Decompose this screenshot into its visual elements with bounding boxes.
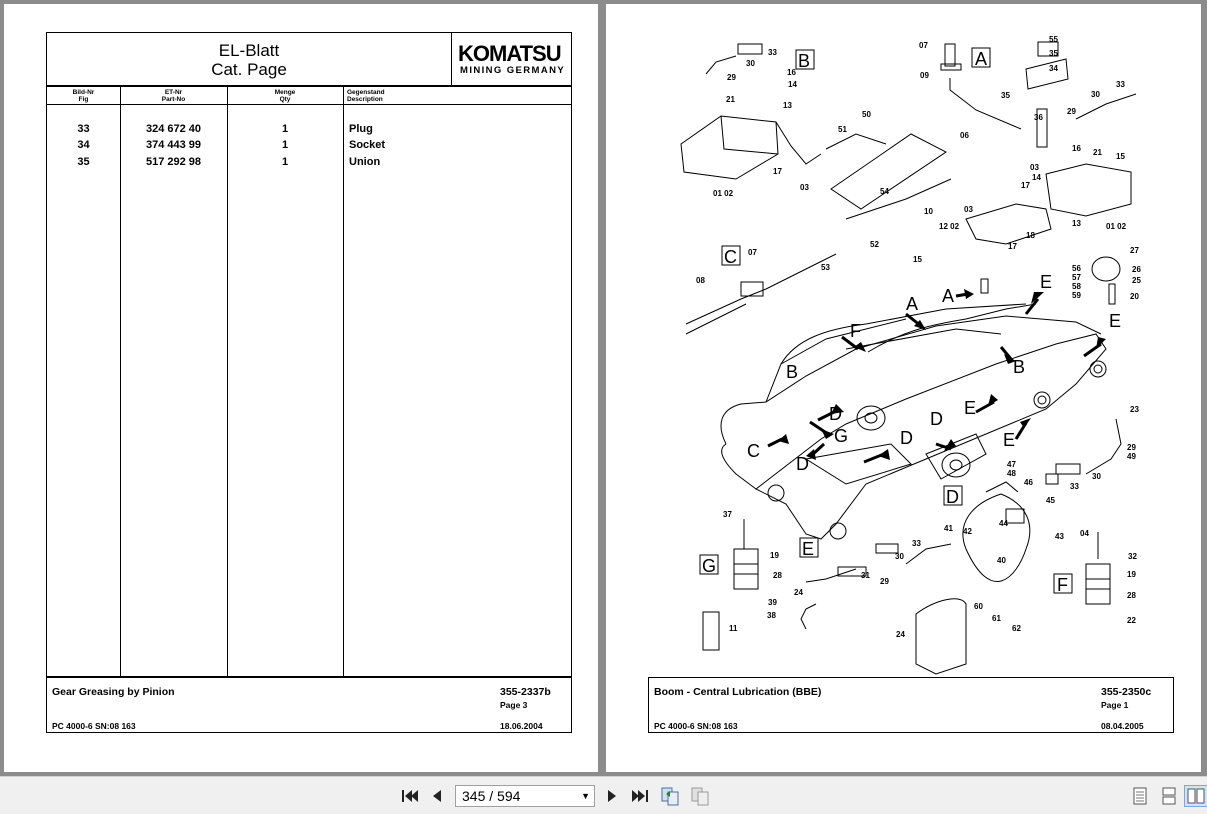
svg-text:11: 11: [729, 624, 738, 633]
svg-text:A: A: [906, 294, 919, 314]
svg-text:43: 43: [1055, 532, 1064, 541]
svg-text:01 02: 01 02: [713, 189, 734, 198]
svg-text:10: 10: [924, 207, 933, 216]
svg-text:08: 08: [696, 276, 705, 285]
last-page-icon: [630, 788, 650, 804]
svg-text:28: 28: [1127, 591, 1136, 600]
svg-text:30: 30: [895, 552, 904, 561]
svg-text:33: 33: [1116, 80, 1125, 89]
svg-text:31: 31: [861, 571, 870, 580]
single-page-view-button[interactable]: [1128, 785, 1152, 807]
svg-text:B: B: [798, 51, 811, 71]
svg-text:20: 20: [1130, 292, 1139, 301]
svg-text:46: 46: [1024, 478, 1033, 487]
svg-text:47: 47: [1007, 460, 1016, 469]
footer-page-number: Page 3: [500, 700, 528, 710]
svg-text:17: 17: [1021, 181, 1030, 190]
footer-date: 08.04.2005: [1101, 721, 1144, 731]
svg-text:29: 29: [727, 73, 736, 82]
svg-text:D: D: [946, 487, 959, 507]
svg-text:36: 36: [1034, 113, 1043, 122]
svg-text:17: 17: [1008, 242, 1017, 251]
svg-text:E: E: [1040, 272, 1053, 292]
svg-text:14: 14: [788, 80, 797, 89]
header-part-no: ET-Nr Part-No: [161, 89, 186, 103]
parts-table: Bild-Nr Fig ET-Nr Part-No Menge Qty Gegenstand Description 33 324 672 40 1 Plug 34 374 443 99 1 Socket 35 517 292 98 1 Union: [46, 86, 572, 677]
single-page-icon: [1132, 787, 1148, 805]
last-page-button[interactable]: [628, 785, 652, 807]
continuous-view-button[interactable]: [1157, 785, 1181, 807]
svg-text:39: 39: [768, 598, 777, 607]
svg-text:41: 41: [944, 524, 953, 533]
svg-text:23: 23: [1130, 405, 1139, 414]
page-title: [47, 41, 451, 79]
svg-text:17: 17: [773, 167, 782, 176]
svg-text:E: E: [964, 398, 977, 418]
svg-text:15: 15: [913, 255, 922, 264]
svg-text:61: 61: [992, 614, 1001, 623]
svg-text:54: 54: [880, 187, 889, 196]
svg-text:C: C: [724, 247, 737, 267]
title-line-en: Cat. Page: [211, 60, 287, 79]
logo-word: KOMATSU: [458, 41, 561, 66]
footer-doc-number: 355-2350c: [1101, 686, 1152, 698]
svg-text:G: G: [834, 426, 849, 446]
svg-text:56: 56: [1072, 264, 1081, 273]
svg-text:30: 30: [1092, 472, 1101, 481]
svg-text:30: 30: [1091, 90, 1100, 99]
svg-text:A: A: [942, 286, 955, 306]
svg-text:G: G: [702, 556, 717, 576]
svg-text:18: 18: [1026, 231, 1035, 240]
svg-text:03: 03: [1030, 163, 1039, 172]
svg-text:06: 06: [960, 131, 969, 140]
svg-text:16: 16: [1072, 144, 1081, 153]
svg-text:27: 27: [1130, 246, 1139, 255]
back-view-icon: [660, 786, 682, 806]
svg-text:E: E: [802, 539, 815, 559]
previous-page-icon: [429, 788, 445, 804]
svg-text:40: 40: [997, 556, 1006, 565]
svg-text:30: 30: [746, 59, 755, 68]
header-qty: Menge Qty: [274, 89, 296, 103]
viewer-toolbar: [0, 776, 1207, 814]
svg-text:28: 28: [773, 571, 782, 580]
footer-model: PC 4000-6 SN:08 163: [52, 721, 136, 731]
svg-text:60: 60: [974, 602, 983, 611]
svg-text:04: 04: [1080, 529, 1089, 538]
svg-text:38: 38: [767, 611, 776, 620]
svg-text:55: 55: [1049, 35, 1058, 44]
svg-text:D: D: [796, 454, 809, 474]
page-footer: [648, 677, 1174, 733]
svg-text:07: 07: [748, 248, 757, 257]
logo-subtitle: MINING GERMANY: [460, 65, 566, 76]
svg-text:45: 45: [1046, 496, 1055, 505]
svg-text:59: 59: [1072, 291, 1081, 300]
footer-date: 18.06.2004: [500, 721, 543, 731]
right-document-page: [606, 4, 1201, 772]
page-footer: [46, 677, 572, 733]
svg-text:F: F: [850, 321, 861, 341]
svg-text:29: 29: [880, 577, 889, 586]
page-indicator: 345 / 594: [462, 788, 521, 804]
svg-text:34: 34: [1049, 64, 1058, 73]
svg-text:37: 37: [723, 510, 732, 519]
footer-page-number: Page 1: [1101, 700, 1129, 710]
svg-text:32: 32: [1128, 552, 1137, 561]
svg-text:03: 03: [800, 183, 809, 192]
svg-text:35: 35: [1001, 91, 1010, 100]
svg-text:51: 51: [838, 125, 847, 134]
svg-text:33: 33: [912, 539, 921, 548]
footer-title: Gear Greasing by Pinion: [52, 686, 175, 698]
svg-text:33: 33: [1070, 482, 1079, 491]
next-page-icon: [604, 788, 620, 804]
svg-text:D: D: [829, 404, 842, 424]
svg-text:33: 33: [768, 48, 777, 57]
header-description: Gegenstand Description: [347, 89, 385, 103]
svg-text:21: 21: [726, 95, 735, 104]
footer-doc-number: 355-2337b: [500, 686, 551, 698]
svg-text:29: 29: [1067, 107, 1076, 116]
first-page-icon: [400, 788, 420, 804]
go-back-view-button[interactable]: [659, 785, 683, 807]
svg-text:26: 26: [1132, 265, 1141, 274]
svg-text:42: 42: [963, 527, 972, 536]
first-page-button[interactable]: [398, 785, 422, 807]
svg-text:D: D: [900, 428, 913, 448]
svg-text:16: 16: [787, 68, 796, 77]
svg-text:E: E: [1003, 430, 1016, 450]
svg-text:13: 13: [1072, 219, 1081, 228]
footer-title: Boom - Central Lubrication (BBE): [654, 686, 822, 698]
svg-text:21: 21: [1093, 148, 1102, 157]
chevron-down-icon: ▼: [581, 791, 590, 801]
svg-text:13: 13: [783, 101, 792, 110]
svg-text:52: 52: [870, 240, 879, 249]
go-forward-view-button[interactable]: [689, 785, 713, 807]
left-document-page: [4, 4, 598, 772]
forward-view-icon: [690, 786, 712, 806]
svg-text:F: F: [1057, 575, 1068, 595]
svg-text:29: 29: [1127, 443, 1136, 452]
continuous-page-icon: [1161, 787, 1177, 805]
svg-text:24: 24: [794, 588, 803, 597]
svg-text:50: 50: [862, 110, 871, 119]
svg-text:19: 19: [1127, 570, 1136, 579]
svg-text:B: B: [1013, 357, 1026, 377]
svg-text:24: 24: [896, 630, 905, 639]
svg-text:09: 09: [920, 71, 929, 80]
svg-text:14: 14: [1032, 173, 1041, 182]
svg-text:22: 22: [1127, 616, 1136, 625]
svg-text:57: 57: [1072, 273, 1081, 282]
svg-text:62: 62: [1012, 624, 1021, 633]
next-page-button[interactable]: [600, 785, 624, 807]
facing-pages-icon: [1187, 787, 1205, 805]
svg-text:01 02: 01 02: [1106, 222, 1127, 231]
svg-text:A: A: [975, 49, 988, 69]
page-number-select[interactable]: [455, 785, 595, 807]
svg-text:D: D: [930, 409, 943, 429]
svg-text:49: 49: [1127, 452, 1136, 461]
header-fig: Bild-Nr Fig: [72, 89, 95, 103]
svg-text:15: 15: [1116, 152, 1125, 161]
catalog-header: [46, 32, 572, 86]
svg-text:E: E: [1109, 311, 1122, 331]
svg-text:03: 03: [964, 205, 973, 214]
svg-text:25: 25: [1132, 276, 1141, 285]
previous-page-button[interactable]: [425, 785, 449, 807]
boom-lubrication-diagram: [606, 4, 1201, 676]
title-line-de: EL-Blatt: [218, 41, 280, 60]
svg-text:58: 58: [1072, 282, 1081, 291]
svg-text:44: 44: [999, 519, 1008, 528]
svg-text:35: 35: [1049, 49, 1058, 58]
footer-model: PC 4000-6 SN:08 163: [654, 721, 738, 731]
svg-text:C: C: [747, 441, 760, 461]
svg-text:B: B: [786, 362, 799, 382]
svg-text:19: 19: [770, 551, 779, 560]
svg-text:12 02: 12 02: [939, 222, 960, 231]
facing-pages-view-button[interactable]: [1184, 785, 1207, 807]
svg-text:53: 53: [821, 263, 830, 272]
svg-text:07: 07: [919, 41, 928, 50]
svg-text:48: 48: [1007, 469, 1016, 478]
komatsu-logo: [451, 33, 571, 85]
